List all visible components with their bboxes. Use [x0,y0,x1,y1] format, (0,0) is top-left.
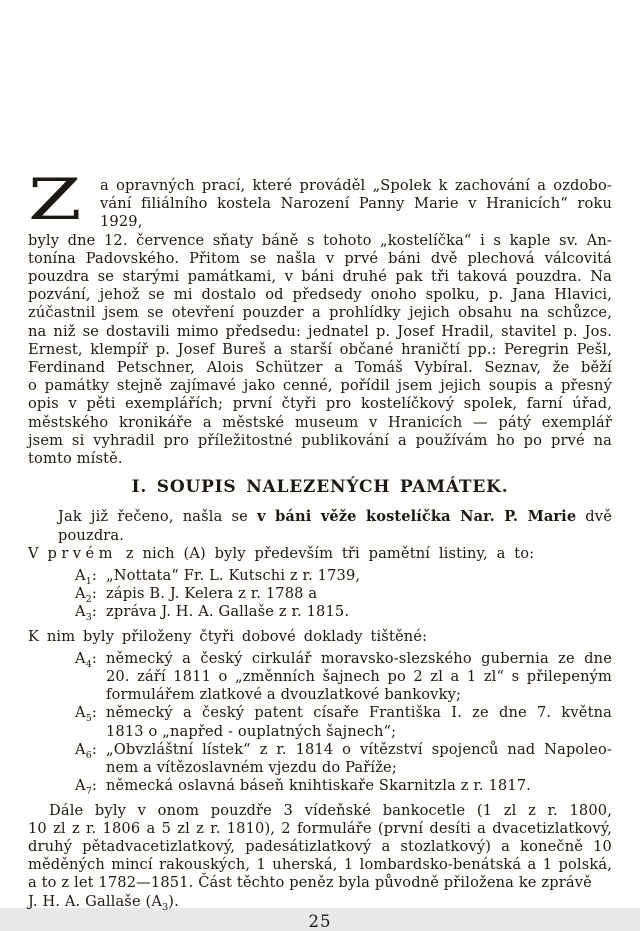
text-line: o památky stejně zajímavé jako cenné, pořídil jsem jejich soupis a přesný [28,377,612,395]
text-line: tomto místě. [28,450,123,468]
section-heading: I. SOUPIS NALEZENÝCH PAMÁTEK. [131,477,509,498]
text-line [28,508,612,544]
list-item [28,650,612,705]
letterspaced-text-run: prvém [47,544,118,562]
text-line: Ernest, klempíř p. Josef Bureš a starší občané hraničtí pp.: Peregrin Pešl, [28,340,612,358]
text-line: měděných mincí rakouských, 1 uherská, 1 lombardsko-benátská a 1 polská, [28,856,612,874]
list-item-text: zpráva J. H. A. Gallaše z r. 1815. [106,603,350,621]
text-line: nem a vítězoslavném vjezdu do Paříže; [106,759,397,777]
intro-paragraph-lines [28,167,612,468]
label-subscript: 1 [85,575,92,587]
text-run: V [28,544,48,562]
list-item-text: „Nottata“ Fr. L. Kutschi z r. 1739, [106,567,361,585]
text-run: z nich (A) byly především tři pamětní listiny, a to: [117,544,535,562]
text-run: ). [168,892,179,910]
text-line: „Obvzláštní lístek“ z r. 1814 o vítězství spojenců nad Napoleo- [106,740,612,758]
list-item-label: $A_1$: [75,567,97,587]
list-item-label: $A_3$: [75,603,97,624]
text-line: pozvání, jehož se mi dostalo od předsedy onoho spolku, p. Jana Hlavici, [28,286,612,304]
connector-line: K nim byly přiloženy čtyři dobové doklady tištěné: [28,627,428,645]
text-line [28,545,612,563]
text-run: J. H. A. Gallaše (A [28,892,163,910]
text-line: jsem si vyhradil pro příležitostné publikování a používám ho po prvé na [28,431,612,449]
list-item-label: $A_7$: [75,777,97,798]
list-item-label: $A_2$: [75,585,97,606]
closing-paragraph-lines [28,802,612,893]
intro-paragraph [28,167,612,468]
memorial-documents-list [28,567,612,622]
text-line: Ferdinand Petschner, Alois Schützer a Tomáš Vybíral. Seznav, že běží [28,359,612,377]
list-item [28,777,612,798]
label-subscript: 4 [85,658,92,670]
text-line: městského kronikáře a městské museum v Hranicích — pátý exemplář [28,413,612,431]
printed-documents-list [28,650,612,796]
text-line: tonína Padovského. Přitom se našla v prvé báni dvě plechová válcovitá [28,249,612,267]
label-subscript: 3 [162,901,169,913]
label-subscript: 5 [85,713,92,725]
bold-text-run: v báni věže kostelíčka Nar. P. Marie [257,508,577,526]
text-line: a to z let 1782—1851. Část těchto peněz byla původně přiložena ke zprávě [28,874,592,892]
text-line: zúčastnil jsem se otevření pouzder a prohlídky jejich obsahu na schůzce, [28,304,612,322]
label-subscript: 2 [85,594,92,606]
text-line: 10 zl z r. 1806 a 5 zl z r. 1810), 2 formuláře (první desíti a dvacetizlatkový, [28,819,612,837]
list-item [28,567,612,585]
text-line: 1813 o „napřed - ouplatných šajnech“; [106,722,397,740]
text-line: německý a český patent císaře Františka I. ze dne 7. května [106,704,612,722]
text-run: dvě pouzdra. [58,508,612,544]
drop-cap-letter: Z [28,167,82,233]
text-line: druhý pětadvacetizlatkový, padesátizlatkový a stozlatkový) a konečně 10 [28,837,612,855]
list-item-text: zápis B. J. Kelera z r. 1788 a [106,585,318,603]
text-line: německá oslavná báseň knihtiskaře Skarnitzla z r. 1817. [106,777,531,795]
label-subscript: 7 [85,786,92,798]
text-line [28,893,612,911]
list-item [28,603,612,624]
list-item-label: $A_4$: [75,649,97,670]
label-subscript: 3 [85,612,92,624]
label-subscript: 6 [85,749,92,761]
text-run: Jak již řečeno, našla se [58,508,258,526]
text-line: pouzdra se starými památkami, v báni druhé pak tři taková pouzdra. Na [28,268,612,286]
text-line: Dále byly v onom pouzdře 3 vídeňské bankocetle (1 zl z r. 1800, [49,801,612,819]
list-item [28,704,612,740]
page-number: 25 [308,911,332,931]
text-line: byly dne 12. července sňaty báně s tohoto „kostelíčka“ i s kaple sv. An- [28,231,612,249]
text-line: 20. září 1811 o „změnních šajnech po 2 zl a 1 zl“ s přilepeným [106,668,612,686]
text-line: na niž se dostavili mimo předsedu: jednatel p. Josef Hradil, stavitel p. Jos. [28,322,612,340]
text-line: vání filiálního kostela Narození Panny Marie v Hranicích“ roku 1929, [100,195,612,231]
list-item-label: $A_5$: [75,704,97,725]
closing-paragraph [28,802,612,911]
list-item [28,741,612,777]
list-item [28,585,612,606]
list-item-label: $A_6$: [75,740,97,761]
text-line: německý a český cirkulář moravsko-slezského gubernia ze dne [106,649,612,667]
text-line: a opravných prací, které prováděl „Spolek k zachování a ozdobo- [100,177,612,194]
second-paragraph [28,508,612,563]
text-line: formulářem zlatkové a dvouzlatkové bankovky; [106,686,462,704]
text-line: opis v pěti exemplářích; první čtyři pro kostelíčkový spolek, farní úřad, [28,395,612,413]
